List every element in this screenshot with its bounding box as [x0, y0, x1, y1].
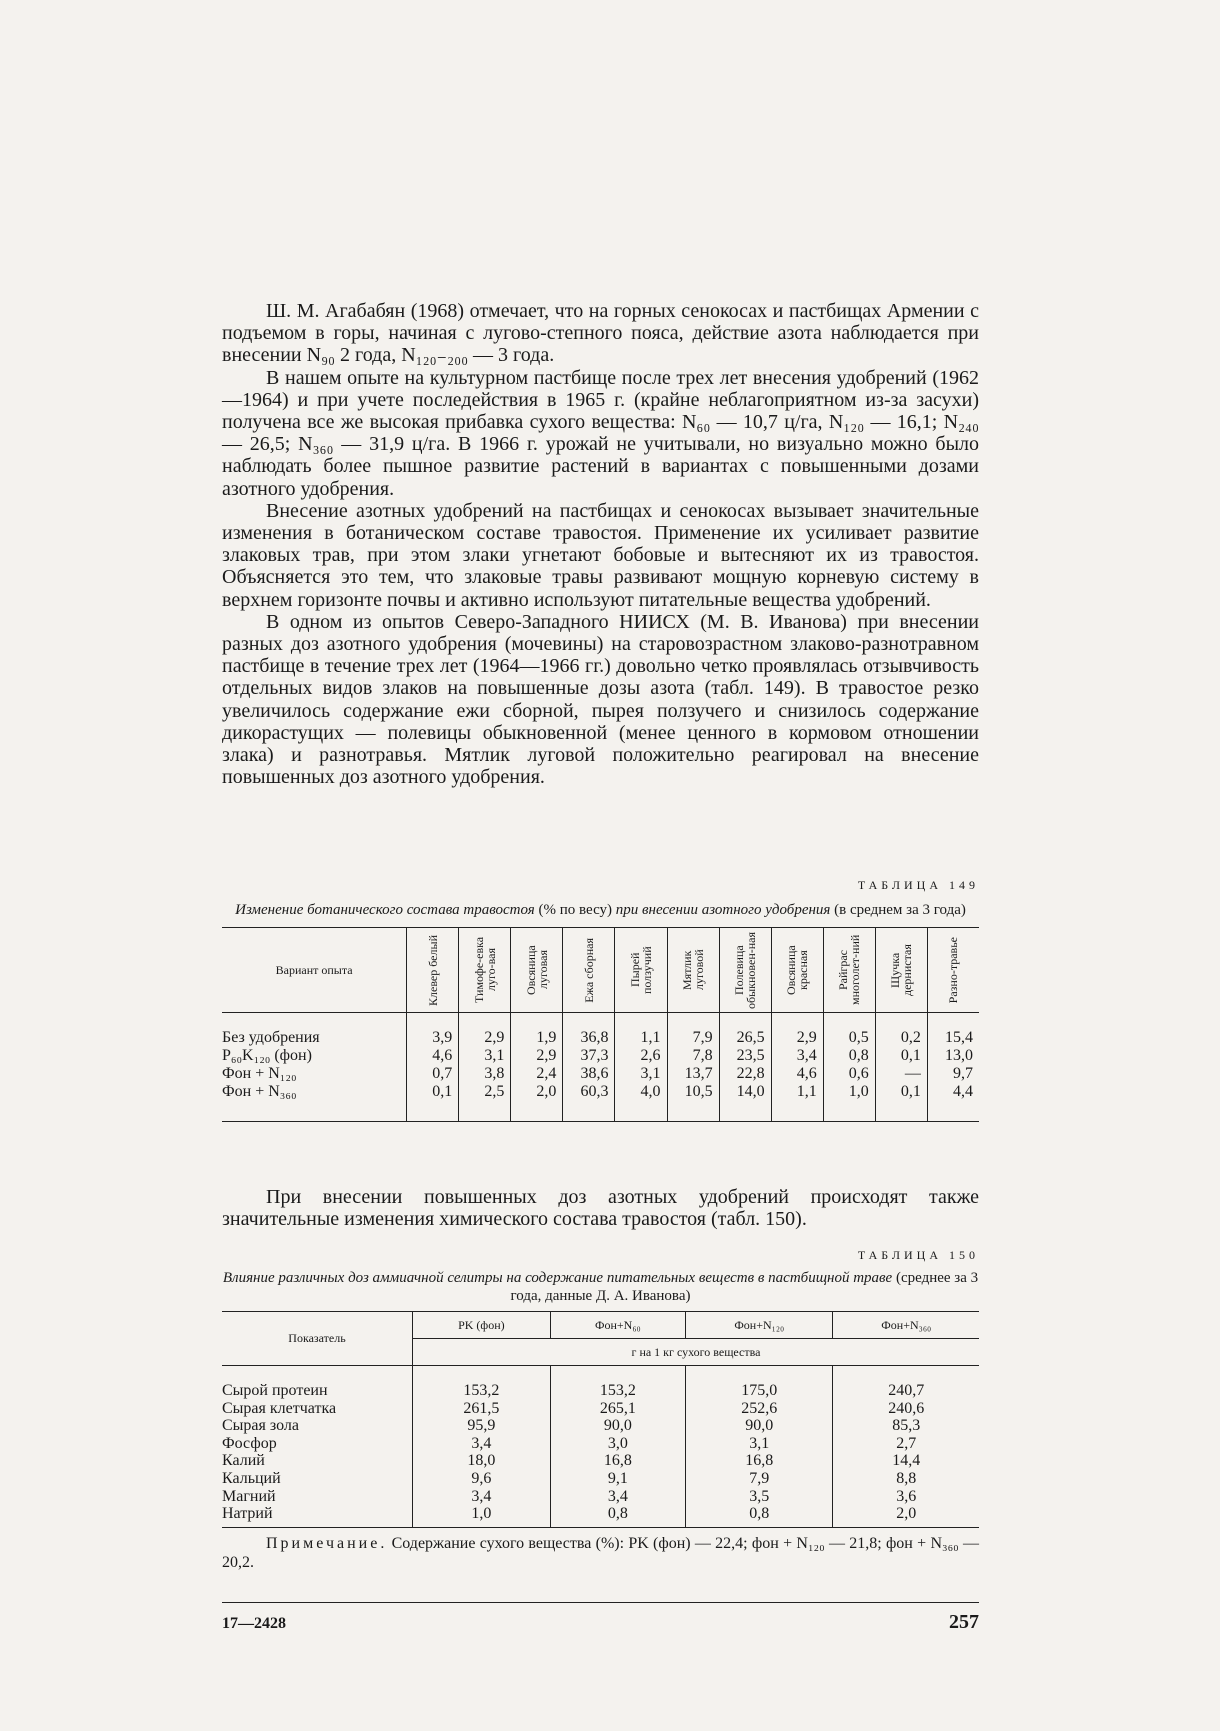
table-row — [222, 1083, 979, 1122]
table-cell: 16,8 — [686, 1452, 833, 1470]
table-cell: 14,4 — [833, 1452, 979, 1470]
table-cell: 13,7 — [667, 1065, 719, 1083]
table-row — [222, 1047, 979, 1065]
table-cell: 0,8 — [686, 1505, 833, 1527]
table-cell: 153,2 — [413, 1366, 551, 1400]
column-header: Фон+N₃₆₀ — [833, 1312, 979, 1339]
table-cell: 0,7 — [407, 1065, 459, 1083]
table-cell: 7,9 — [667, 1013, 719, 1048]
table-cell: 1,1 — [771, 1083, 823, 1122]
column-header: Овсяница луговая — [511, 928, 563, 1013]
table-row — [222, 1488, 979, 1506]
column-header: Мятлик луговой — [667, 928, 719, 1013]
table-cell: 10,5 — [667, 1083, 719, 1122]
row-label: Фон + N₃₆₀ — [222, 1083, 297, 1100]
table-cell: 3,8 — [459, 1065, 511, 1083]
column-header: Тимофе-евка луго-вая — [459, 928, 511, 1013]
table-row — [222, 1435, 979, 1453]
table-cell: 8,8 — [833, 1470, 979, 1488]
paragraph: В нашем опыте на культурном пастбище после трех лет внесения удобрений (1962—1964) и при учете последействия в 1965 г. (крайне неблагоприятном из-за засухи) получена все же высокая прибавка сухого вещества: N₆₀ — 10,7 ц/га, N₁₂₀ — 16,1; N₂₄₀ — 26,5; N₃₆₀ — 31,9 ц/га. В 1966 г. урожай не учитывали, но визуально можно было наблюдать более пышное развитие растений в вариантах с повышенными дозами азотного удобрения. — [222, 366, 979, 500]
column-header: Фон+N₁₂₀ — [686, 1312, 833, 1339]
table-note — [222, 1534, 979, 1572]
table-row — [222, 1417, 979, 1435]
page-footer — [222, 1602, 979, 1633]
table-cell: 0,1 — [407, 1083, 459, 1122]
table-cell: 95,9 — [413, 1417, 551, 1435]
body-text — [222, 300, 979, 788]
paragraph: Внесение азотных удобрений на пастбищах и сенокосах вызывает значительные изменения в ботаническом составе травостоя. Применение их усиливает развитие злаковых трав, при этом злаки угнетают бобовые и вытесняют их из травостоя. Объясняется это тем, что злаковые травы развивают мощную корневую систему в верхнем горизонте почвы и активно используют питательные вещества удобрений. — [222, 499, 979, 611]
row-label: Без удобрения — [222, 1029, 320, 1046]
table-cell: 16,8 — [550, 1452, 685, 1470]
table-cell: 240,6 — [833, 1400, 979, 1418]
column-header: Щучка дернистая — [875, 928, 927, 1013]
table-cell: 4,0 — [615, 1083, 667, 1122]
table-cell: 9,1 — [550, 1470, 685, 1488]
table-149-block — [222, 878, 979, 1122]
table-cell: 9,7 — [927, 1065, 979, 1083]
unit-header: г на 1 кг сухого вещества — [413, 1339, 980, 1366]
paragraph: При внесении повышенных доз азотных удобрений происходят также значительные изменения химического состава травостоя (табл. 150). — [222, 1186, 979, 1231]
table-cell: 2,4 — [511, 1065, 563, 1083]
table-cell: 2,9 — [511, 1047, 563, 1065]
row-label: P₆₀K₁₂₀ (фон) — [222, 1047, 312, 1064]
table-cell: 15,4 — [927, 1013, 979, 1048]
table-cell: 3,1 — [459, 1047, 511, 1065]
table-cell: 153,2 — [550, 1366, 685, 1400]
table-cell: 37,3 — [563, 1047, 615, 1065]
table-150-block — [222, 1248, 979, 1572]
table-cell: 36,8 — [563, 1013, 615, 1048]
table-cell: 38,6 — [563, 1065, 615, 1083]
row-label: Сырая клетчатка — [222, 1399, 337, 1417]
table-cell: 0,5 — [823, 1013, 875, 1048]
table-header-row — [222, 1312, 979, 1339]
table-cell: 85,3 — [833, 1417, 979, 1435]
printer-signature: 17—2428 — [222, 1615, 286, 1632]
table-cell: 2,9 — [459, 1013, 511, 1048]
table-cell: 3,9 — [407, 1013, 459, 1048]
table-row — [222, 1065, 979, 1083]
table-cell: 90,0 — [686, 1417, 833, 1435]
table-cell: 175,0 — [686, 1366, 833, 1400]
table-cell: 1,1 — [615, 1013, 667, 1048]
column-header: Полевица обыкновен-ная — [719, 928, 771, 1013]
table-title-part: (% по весу) — [534, 902, 616, 918]
table-cell: 0,8 — [823, 1047, 875, 1065]
table-row — [222, 1452, 979, 1470]
table-cell: 60,3 — [563, 1083, 615, 1122]
table-cell: 3,4 — [771, 1047, 823, 1065]
row-label: Сырой протеин — [222, 1382, 328, 1399]
table-cell: 2,5 — [459, 1083, 511, 1122]
table-cell: 1,0 — [413, 1505, 551, 1527]
table-cell: 261,5 — [413, 1400, 551, 1418]
note-label: Примечание. — [266, 1534, 388, 1552]
table-cell: 265,1 — [550, 1400, 685, 1418]
table-cell: 23,5 — [719, 1047, 771, 1065]
column-header: PK (фон) — [413, 1312, 551, 1339]
table-label: ТАБЛИЦА 150 — [857, 1248, 979, 1262]
table-cell: 2,6 — [615, 1047, 667, 1065]
table-cell: 22,8 — [719, 1065, 771, 1083]
table-cell: 18,0 — [413, 1452, 551, 1470]
nutrient-content-table — [222, 1311, 979, 1528]
table-cell: 3,4 — [550, 1488, 685, 1506]
table-header-row — [222, 928, 979, 1013]
table-title-part: Влияние различных доз аммиачной селитры на содержание питательных веществ в пастбищной траве — [222, 1270, 893, 1286]
column-header: Клевер белый — [407, 928, 459, 1013]
table-row — [222, 1400, 979, 1418]
table-cell: 4,4 — [927, 1083, 979, 1122]
table-cell: 2,7 — [833, 1435, 979, 1453]
row-label: Натрий — [222, 1505, 273, 1523]
table-cell: 7,8 — [667, 1047, 719, 1065]
table-cell: 3,4 — [413, 1435, 551, 1453]
table-cell: 13,0 — [927, 1047, 979, 1065]
table-cell: 3,4 — [413, 1488, 551, 1506]
row-label: Фон + N₁₂₀ — [222, 1065, 297, 1082]
table-cell: 2,9 — [771, 1013, 823, 1048]
table-cell: 252,6 — [686, 1400, 833, 1418]
table-cell: 4,6 — [771, 1065, 823, 1083]
column-header: Пырей ползучий — [615, 928, 667, 1013]
table-cell: 0,1 — [875, 1083, 927, 1122]
table-cell: 2,0 — [833, 1505, 979, 1527]
column-header: Показатель — [222, 1312, 413, 1366]
table-cell: 90,0 — [550, 1417, 685, 1435]
table-cell: 1,9 — [511, 1013, 563, 1048]
table-cell: 3,1 — [686, 1435, 833, 1453]
table-cell: 240,7 — [833, 1366, 979, 1400]
table-cell: 3,5 — [686, 1488, 833, 1506]
table-row — [222, 1505, 979, 1527]
body-text-2 — [222, 1186, 979, 1230]
row-label: Фосфор — [222, 1434, 277, 1452]
table-title-part: при внесении азотного удобрения — [615, 902, 831, 918]
table-cell: 26,5 — [719, 1013, 771, 1048]
column-header: Фон+N₆₀ — [550, 1312, 685, 1339]
table-cell: 0,6 — [823, 1065, 875, 1083]
table-title-part: (среднее за 3 года, данные Д. А. Иванова) — [510, 1270, 979, 1304]
column-header: Райграс многолет-ний — [823, 928, 875, 1013]
note-text: Содержание сухого вещества (%): PK (фон) — 22,4; фон + N₁₂₀ — 21,8; фон + N₃₆₀ — 20,2. — [222, 1534, 979, 1571]
column-header: Разно-травье — [927, 928, 979, 1013]
row-label: Сырая зола — [222, 1417, 299, 1435]
table-cell: 0,1 — [875, 1047, 927, 1065]
row-label: Кальций — [222, 1469, 281, 1487]
table-label: ТАБЛИЦА 149 — [857, 878, 979, 892]
table-title-part: (в среднем за 3 года) — [830, 902, 966, 918]
table-title-part: Изменение ботанического состава травостоя — [235, 902, 535, 918]
table-row — [222, 1366, 979, 1400]
table-cell: 3,0 — [550, 1435, 685, 1453]
paragraph: В одном из опытов Северо-Западного НИИСХ (М. В. Иванова) при внесении разных доз азотного удобрения (мочевины) на старовозрастном злаково-разнотравном пастбище в течение трех лет (1964—1966 гг.) довольно четко проявлялась отзывчивость отдельных видов злаков на повышенные дозы азота (табл. 149). В травостое резко увеличилось содержание ежи сборной, пырея ползучего и снизилось содержание дикорастущих — полевицы обыкновенной (менее ценного в кормовом отношении злака) и разнотравья. Мятлик луговой положительно реагировал на внесение повышенных доз азотного удобрения. — [222, 610, 979, 789]
paragraph: Ш. М. Агабабян (1968) отмечает, что на горных сенокосах и пастбищах Армении с подъемом в горы, начиная с лугово-степного пояса, действие азота наблюдается при внесении N₉₀ 2 года, N₁₂₀₋₂₀₀ — 3 года. — [222, 300, 979, 367]
table-cell: — — [875, 1065, 927, 1083]
table-cell: 7,9 — [686, 1470, 833, 1488]
column-header: Ежа сборная — [563, 928, 615, 1013]
table-cell: 9,6 — [413, 1470, 551, 1488]
row-label: Калий — [222, 1452, 265, 1470]
row-label: Магний — [222, 1487, 276, 1505]
column-header: Вариант опыта — [222, 928, 407, 1013]
table-cell: 0,2 — [875, 1013, 927, 1048]
table-row — [222, 1470, 979, 1488]
table-cell: 0,8 — [550, 1505, 685, 1527]
table-cell: 4,6 — [407, 1047, 459, 1065]
table-cell: 3,6 — [833, 1488, 979, 1506]
table-cell: 14,0 — [719, 1083, 771, 1122]
botanical-composition-table — [222, 927, 979, 1122]
table-cell: 2,0 — [511, 1083, 563, 1122]
table-cell: 3,1 — [615, 1065, 667, 1083]
table-row — [222, 1013, 979, 1048]
page-number: 257 — [949, 1611, 979, 1633]
table-title — [222, 1269, 979, 1305]
column-header: Овсяница красная — [771, 928, 823, 1013]
table-title — [222, 901, 979, 919]
table-cell: 1,0 — [823, 1083, 875, 1122]
